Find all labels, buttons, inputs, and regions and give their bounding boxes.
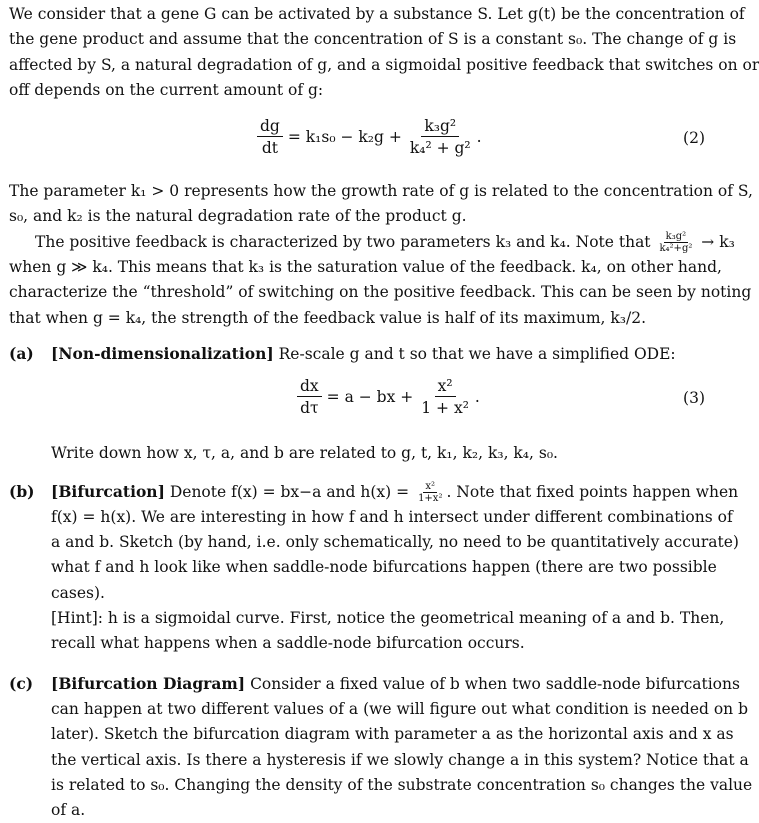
text-line: cases). [51, 583, 105, 602]
fraction-numerator: x² [425, 480, 436, 492]
fraction-denominator: 1+x² [418, 492, 443, 504]
text-line: Write down how x, τ, a, and b are related to g, t, k₁, k₂, k₃, k₄, s₀. [51, 444, 558, 463]
text-line: The parameter k₁ > 0 represents how the growth rate of g is related to the concentration of S, [9, 182, 753, 201]
part-title: [Bifurcation Diagram] [51, 673, 246, 693]
part-c [9, 671, 753, 823]
equation-number: (3) [683, 389, 705, 408]
text-line: is related to s₀. Changing the density of the substrate concentration s₀ changes the value [51, 775, 753, 794]
fraction-feedback [407, 117, 474, 157]
text-line: the vertical axis. Is there a hysteresis if we slowly change a in this system? Notice that a [51, 750, 749, 769]
text-line: can happen at two different values of a (we will figure out what condition is needed on b [51, 699, 749, 718]
equation-middle: = a − bx + [326, 388, 414, 407]
fraction-numerator: k₃g² [421, 117, 459, 137]
text-span: The positive feedback is characterized by two parameters k₃ and k₄. Note that [35, 232, 651, 251]
feedback-paragraph [9, 230, 752, 331]
text-span: → k₃ [701, 232, 735, 251]
text-line: later). Sketch the bifurcation diagram with parameter a as the horizontal axis and x as [51, 725, 734, 744]
fraction-dx-dtau [297, 377, 322, 417]
text-line: characterize the “threshold” of switching on the positive feedback. This can be seen by noting [9, 283, 752, 302]
text-line [51, 671, 740, 697]
inline-fraction [416, 482, 444, 504]
text-line: affected by S, a natural degradation of g, and a sigmoidal positive feedback that switches on or [9, 55, 759, 74]
inline-fraction [657, 232, 694, 254]
text-line: recall what happens when a saddle-node bifurcation occurs. [51, 634, 525, 653]
equation-tail: . [474, 388, 480, 407]
part-b [9, 479, 739, 657]
part-title: [Non-dimensionalization] [51, 343, 274, 363]
text-line: We consider that a gene G can be activated by a substance S. Let g(t) be the concentration of [9, 5, 745, 23]
text-line [9, 230, 735, 255]
equation-2 [9, 109, 709, 173]
fraction-denominator: k₄² + g² [409, 139, 471, 158]
text-line: off depends on the current amount of g: [9, 80, 324, 99]
equation-tail: . [476, 128, 482, 147]
text-line: what f and h look like when saddle-node bifurcations happen (there are two possible [51, 558, 717, 577]
intro-paragraph [9, 2, 759, 103]
text-span: Consider a fixed value of b when two saddle-node bifurcations [250, 674, 740, 693]
text-line: when g ≫ k₄. This means that k₃ is the saturation value of the feedback. k₄, on other hand, [9, 258, 722, 277]
fraction-dg-dt [257, 117, 283, 157]
text-line: f(x) = h(x). We are interesting in how f and h intersect under different combinations of [51, 507, 733, 526]
part-a [9, 341, 709, 367]
fraction-numerator: dx [297, 377, 322, 397]
fraction-denominator: dt [261, 139, 278, 158]
part-label: (c) [9, 673, 34, 693]
fraction-denominator: 1 + x² [421, 399, 469, 418]
part-label: (b) [9, 481, 35, 501]
fraction-numerator: dg [257, 117, 283, 137]
fraction-numerator: x² [435, 377, 456, 397]
equation-number: (2) [683, 129, 705, 148]
fraction-denominator: k₄²+g² [659, 242, 693, 254]
part-a-task [9, 441, 709, 466]
equation-middle: = k₁s₀ − k₂g + [287, 128, 402, 147]
params-paragraph [9, 179, 753, 230]
part-title: [Bifurcation] [51, 481, 165, 501]
text-line: of a. [51, 801, 86, 820]
text-line [51, 341, 709, 367]
fraction-sigmoid [418, 377, 472, 417]
text-span: . Note that fixed points happen when [446, 482, 739, 501]
equation-3 [9, 371, 709, 435]
part-label: (a) [9, 343, 34, 363]
text-span: Re-scale g and t so that we have a simplified ODE: [278, 344, 676, 363]
text-line: [Hint]: h is a sigmoidal curve. First, notice the geometrical meaning of a and b. Then, [51, 609, 725, 628]
text-line: a and b. Sketch (by hand, i.e. only schematically, no need to be quantitatively accurate) [51, 533, 739, 552]
text-span: Denote f(x) = bx−a and h(x) = [169, 482, 410, 501]
text-line: the gene product and assume that the concentration of S is a constant s₀. The change of g is [9, 30, 737, 49]
text-line: s₀, and k₂ is the natural degradation rate of the product g. [9, 207, 467, 226]
document-page [9, 0, 759, 820]
text-line: that when g = k₄, the strength of the feedback value is half of its maximum, k₃/2. [9, 308, 647, 327]
text-line [51, 479, 739, 505]
fraction-denominator: dτ [300, 399, 319, 418]
fraction-numerator: k₃g² [665, 230, 687, 242]
